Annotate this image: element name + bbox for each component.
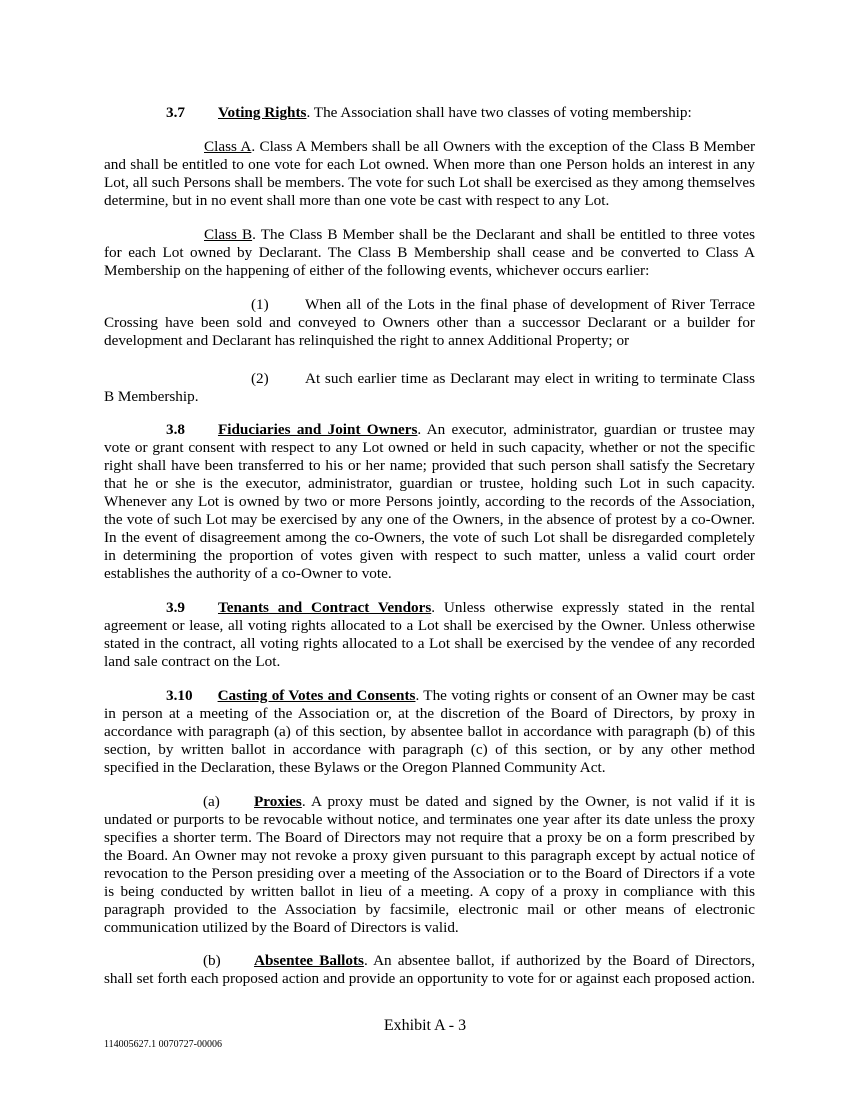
paragraph-text: . The voting rights or consent of an Owner may be cast — [415, 687, 755, 704]
subsection-title: Absentee Ballots — [254, 952, 364, 969]
paragraph-line: the vote of such Lot may be exercised by any one of the Owners, in the absence of protest by a co-Owner. — [104, 511, 755, 528]
section-3-7-heading — [166, 104, 692, 122]
paragraph-line: the Board. An Owner may not revoke a proxy given pursuant to this paragraph except by actual notice of — [104, 847, 755, 864]
paragraph-line: for each Lot owned by Declarant. The Class B Membership shall cease and be converted to Class A — [104, 244, 755, 261]
paragraph-line: shall set forth each proposed action and provide an opportunity to vote for or against each proposed action. — [104, 970, 755, 987]
list-marker-1: (1) — [251, 296, 269, 313]
section-number: 3.10 — [166, 687, 193, 704]
subsection-marker-b: (b) — [203, 952, 221, 969]
paragraph-line: land sale contract on the Lot. — [104, 653, 281, 670]
paragraph-text: . An executor, administrator, guardian or trustee may — [417, 421, 755, 438]
proxies-heading-line — [254, 793, 755, 811]
paragraph-line: paragraph provided to the Association by facsimile, electronic mail or other means of electronic — [104, 901, 755, 918]
subsection-marker-a: (a) — [203, 793, 220, 810]
paragraph-text: . The Association shall have two classes of voting membership: — [306, 104, 692, 121]
paragraph-line: section, by written ballot in accordance with paragraph (c) of this section, or by any other method — [104, 741, 755, 758]
paragraph-line: determine, but in no event shall more than one vote be cast with respect to any Lot. — [104, 192, 610, 209]
paragraph-line: in person at a meeting of the Association or, at the discretion of the Board of Directors, by proxy in — [104, 705, 755, 722]
paragraph-line: undated or purports to be revocable without notice, and terminates one year after its date unless the proxy — [104, 811, 755, 828]
paragraph-line: Membership on the happening of either of the following events, whichever occurs earlier: — [104, 262, 650, 279]
section-title: Fiduciaries and Joint Owners — [217, 421, 418, 438]
paragraph-line: specifies a shorter term. The Board of Directors may not require that a proxy be on a form prescribed by — [104, 829, 755, 846]
paragraph-text: . An absentee ballot, if authorized by the Board of Directors, — [363, 952, 756, 969]
page-footer-exhibit: Exhibit A - 3 — [383, 1017, 467, 1034]
paragraph-line: vote or grant consent with respect to any Lot owned or held in such capacity, whether or not the specific — [104, 439, 755, 456]
class-a-line — [204, 138, 755, 156]
section-number: 3.9 — [166, 599, 185, 616]
paragraph-line: In the event of disagreement among the co-Owners, the vote of such Lot shall be disregarded completely — [104, 529, 755, 546]
paragraph-line: establishes the authority of a co-Owner to vote. — [104, 565, 392, 582]
paragraph-line: Lot, all such Persons shall be members. The vote for such Lot shall be exercised as they among themselves — [104, 174, 755, 191]
section-number: 3.8 — [166, 421, 185, 438]
section-3-9-heading — [166, 599, 755, 617]
paragraph-text: . A proxy must be dated and signed by the Owner, is not valid if it is — [301, 793, 755, 810]
paragraph-line: stated in the contract, all voting rights allocated to a Lot shall be exercised by the vendee of any recorded — [104, 635, 755, 652]
class-b-line — [204, 226, 755, 244]
paragraph-line: communication utilized by the Board of Directors is valid. — [104, 919, 459, 936]
paragraph-line: Whenever any Lot is owned by two or more Persons jointly, according to the records of the Association, — [104, 493, 755, 510]
section-3-8-heading — [166, 421, 755, 439]
document-id: 114005627.1 0070727-00006 — [104, 1039, 222, 1050]
paragraph-line: in determining the proportion of votes given with respect to such matter, unless a valid court order — [104, 547, 755, 564]
paragraph-text: . Class A Members shall be all Owners with the exception of the Class B Member — [251, 138, 756, 155]
list-item-1-line: When all of the Lots in the final phase of development of River Terrace — [305, 296, 755, 313]
paragraph-line: revocation to the Person presiding over a meeting of the Association or to the Board of Directors if a vote — [104, 865, 755, 882]
paragraph-line: is being conducted by written ballot in lieu of a meeting. A copy of a proxy in compliance with this — [104, 883, 755, 900]
paragraph-text: . The Class B Member shall be the Declarant and shall be entitled to three votes — [252, 226, 755, 243]
paragraph-line: Crossing have been sold and conveyed to Owners other than a successor Declarant or a builder for — [104, 314, 755, 331]
paragraph-line: and shall be entitled to one vote for each Lot owned. When more than one Person holds an interest in any — [104, 156, 755, 173]
paragraph-line: B Membership. — [104, 388, 199, 405]
section-title: Casting of Votes and Consents — [217, 687, 416, 704]
subsection-title: Proxies — [254, 793, 302, 810]
section-3-10-heading — [166, 687, 755, 705]
list-marker-2: (2) — [251, 370, 269, 387]
subheading-class-a: Class A — [204, 138, 252, 155]
section-title: Voting Rights — [217, 104, 307, 121]
paragraph-line: accordance with paragraph (a) of this section, by absentee ballot in accordance with paragraph (b) of this — [104, 723, 755, 740]
paragraph-line: right shall have been transferred to his or her name; provided that such person shall satisfy the Secretary — [104, 457, 755, 474]
list-item-2-line: At such earlier time as Declarant may elect in writing to terminate Class — [305, 370, 755, 387]
subheading-class-b: Class B — [204, 226, 253, 243]
section-title: Tenants and Contract Vendors — [217, 599, 432, 616]
paragraph-line: specified in the Declaration, these Bylaws or the Oregon Planned Community Act. — [104, 759, 606, 776]
section-number: 3.7 — [166, 104, 185, 121]
paragraph-text: . Unless otherwise expressly stated in the rental — [431, 599, 755, 616]
paragraph-line: agreement or lease, all voting rights allocated to a Lot shall be exercised by the Owner. Unless otherwise — [104, 617, 755, 634]
paragraph-line: that he or she is the executor, administrator, guardian or trustee, holding such Lot in such capacity. — [104, 475, 755, 492]
paragraph-line: development and Declarant has relinquished the right to annex Additional Property; or — [104, 332, 630, 349]
absentee-heading-line — [254, 952, 755, 970]
